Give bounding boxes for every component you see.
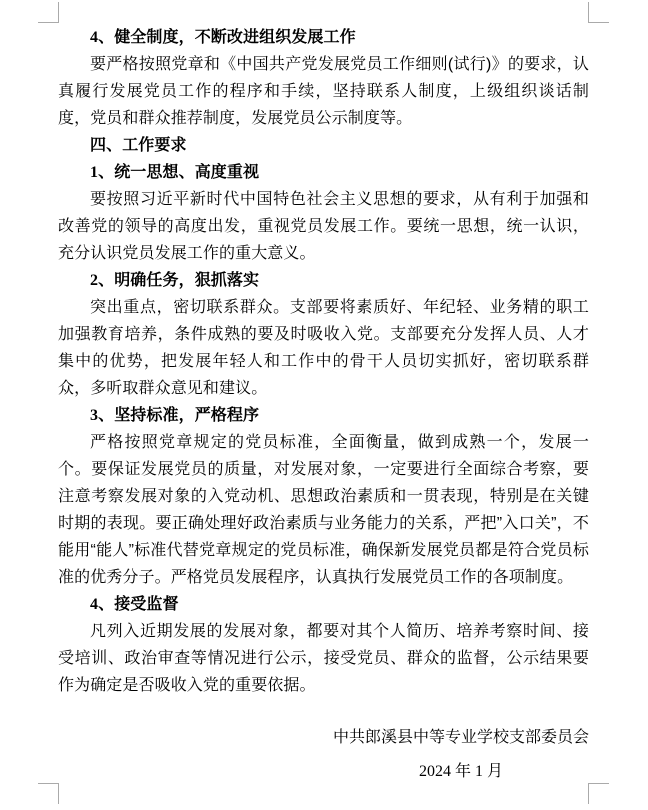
- subheading-2-clarify-tasks[interactable]: 2、明确任务，狠抓落实: [90, 272, 260, 289]
- paragraph-uphold-standards[interactable]: 严格按照党章规定的党员标准，全面衡量，做到成熟一个，发展一个。要保证发展党员的质量，对发展对象，一定要进行全面综合考察，要注意考察发展对象的入党动机、思想政治素质和一贯表现，特别是在关键时期的表现。要正确处理好政治素质与业务能力的关系，严把”入口关”，不能用“能人”标准代替党章规定的党员标准，确保新发展党员都是符合党员标准的优秀分子。严格党员发展程序，认真执行发展党员工作的各项制度。: [58, 434, 589, 586]
- signature-inner: [333, 724, 589, 785]
- paragraph-improve-system[interactable]: 要严格按照党章和《中国共产党发展党员工作细则(试行)》的要求，认真履行发展党员工作的程序和手续，坚持联系人制度，上级组织谈话制度，党员和群众推荐制度，发展党员公示制度等。: [58, 56, 589, 127]
- margin-corner-mark-bottom-left: [38, 783, 59, 804]
- paragraph-accept-supervision[interactable]: 凡列入近期发展的发展对象，都要对其个人简历、培养考察时间、接受培训、政治审查等情况进行公示，接受党员、群众的监督，公示结果要作为确定是否吸收入党的重要依据。: [58, 623, 589, 694]
- heading-section-4-work-requirements[interactable]: 四、工作要求: [90, 137, 187, 154]
- margin-corner-mark-top-right: [588, 2, 609, 23]
- subheading-3-uphold-standards[interactable]: 3、坚持标准，严格程序: [90, 407, 260, 424]
- paragraph-clarify-tasks[interactable]: 突出重点，密切联系群众。支部要将素质好、年纪轻、业务精的职工加强教育培养，条件成熟的要及时吸收入党。支部要充分发挥人员、人才集中的优势，把发展年轻人和工作中的骨干人员切实抓好，密切联系群众，多听取群众意见和建议。: [58, 299, 589, 397]
- subheading-1-unify-thinking[interactable]: 1、统一思想、高度重视: [90, 164, 260, 181]
- margin-corner-mark-top-left: [38, 2, 59, 23]
- subheading-4-accept-supervision[interactable]: 4、接受监督: [90, 596, 179, 613]
- document-body: [58, 24, 589, 785]
- signature-committee-name[interactable]: 中共郎溪县中等专业学校支部委员会: [332, 729, 589, 746]
- paragraph-unify-thinking[interactable]: 要按照习近平新时代中国特色社会主义思想的要求，从有利于加强和改善党的领导的高度出发，重视党员发展工作。要统一思想，统一认识，充分认识党员发展工作的重大意义。: [58, 191, 589, 262]
- signature-date[interactable]: 2024 年 1 月: [418, 763, 503, 780]
- margin-corner-mark-bottom-right: [588, 783, 609, 804]
- subheading-4-improve-system[interactable]: 4、健全制度，不断改进组织发展工作: [90, 29, 356, 46]
- signature-block: [58, 724, 589, 785]
